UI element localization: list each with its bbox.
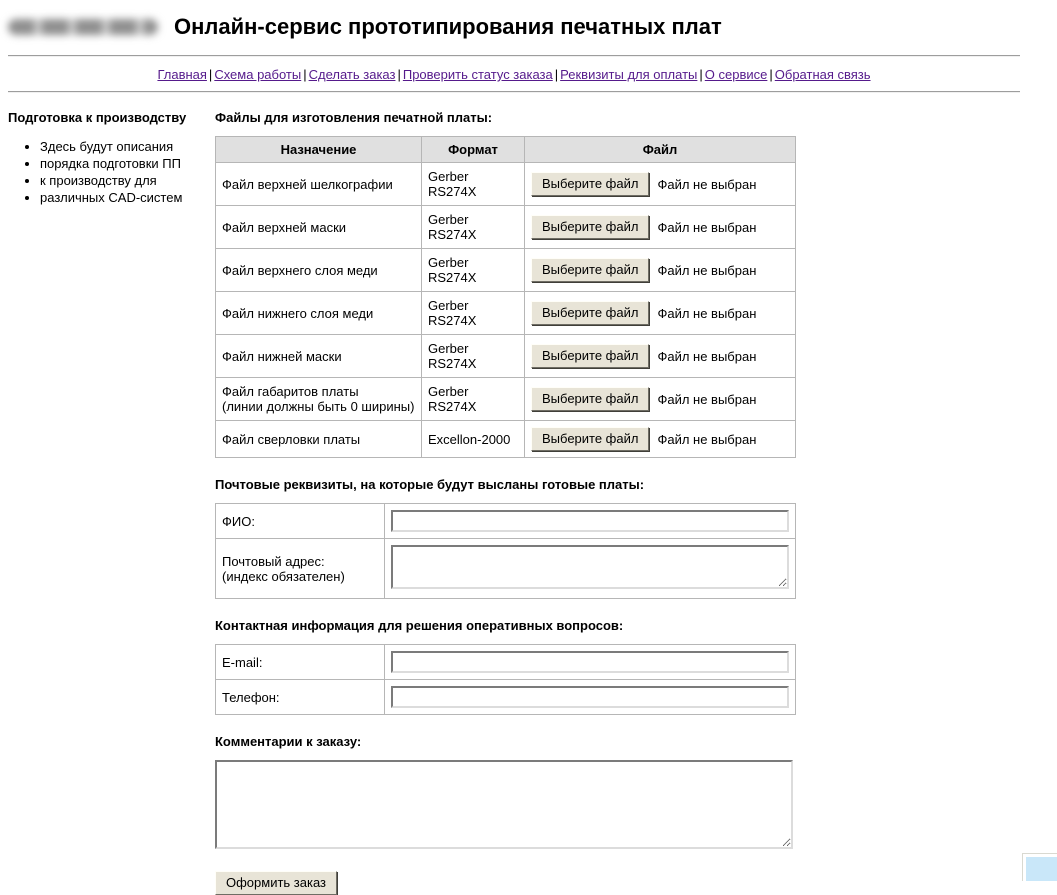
divider-bottom xyxy=(8,91,1020,93)
sidebar xyxy=(8,110,206,207)
corner-widget-fill xyxy=(1026,857,1057,881)
file-status-text: Файл не выбран xyxy=(657,431,757,447)
table-row xyxy=(216,539,796,599)
files-column-file: Файл xyxy=(525,137,796,163)
nav-link-make-order[interactable]: Сделать заказ xyxy=(308,67,396,82)
sidebar-list-item: • порядка подготовки ПП xyxy=(40,156,206,172)
table-row xyxy=(216,645,796,680)
fio-input[interactable] xyxy=(391,510,789,532)
file-purpose-cell: Файл верхней шелкографии xyxy=(216,163,422,206)
files-table-row xyxy=(216,292,796,335)
file-format-cell: Gerber RS274X xyxy=(422,292,525,335)
choose-file-button[interactable]: Выберите файл xyxy=(531,172,649,196)
nav-link-about[interactable]: О сервисе xyxy=(704,67,768,82)
file-status-text: Файл не выбран xyxy=(657,219,757,235)
files-table-row xyxy=(216,378,796,421)
page-header xyxy=(8,0,1049,50)
file-purpose-note: (линии должны быть 0 ширины) xyxy=(222,399,415,414)
files-table-row xyxy=(216,249,796,292)
file-status-text: Файл не выбран xyxy=(657,391,757,407)
nav-separator: | xyxy=(397,67,401,82)
sidebar-list xyxy=(8,139,206,206)
file-format-cell: Gerber RS274X xyxy=(422,249,525,292)
email-label: E-mail: xyxy=(216,645,385,680)
nav-link-feedback[interactable]: Обратная связь xyxy=(774,67,871,82)
nav-link-home[interactable]: Главная xyxy=(157,67,207,82)
files-table xyxy=(215,136,796,458)
email-input[interactable] xyxy=(391,651,789,673)
phone-input[interactable] xyxy=(391,686,789,708)
files-table-head xyxy=(216,137,796,163)
files-table-row xyxy=(216,335,796,378)
comments-section-heading: Комментарии к заказу: xyxy=(215,734,362,749)
table-row xyxy=(216,504,796,539)
main-nav xyxy=(8,67,1020,82)
nav-separator: | xyxy=(208,67,213,82)
postal-address-label: Почтовый адрес: (индекс обязателен) xyxy=(216,539,385,599)
file-status-text: Файл не выбран xyxy=(657,348,757,364)
phone-label: Телефон: xyxy=(216,680,385,715)
choose-file-button[interactable]: Выберите файл xyxy=(531,301,649,325)
file-format-cell: Gerber RS274X xyxy=(422,206,525,249)
nav-separator: | xyxy=(303,67,307,82)
sidebar-heading: Подготовка к производству xyxy=(8,110,187,125)
file-upload-cell xyxy=(525,206,796,249)
choose-file-button[interactable]: Выберите файл xyxy=(531,344,649,368)
table-row xyxy=(216,680,796,715)
postal-address-textarea[interactable] xyxy=(391,545,789,589)
page-title: Онлайн-сервис прототипирования печатных плат xyxy=(174,14,722,39)
site-logo xyxy=(8,19,158,35)
nav-link-payment-details[interactable]: Реквизиты для оплаты xyxy=(560,67,698,82)
file-upload-cell xyxy=(525,163,796,206)
file-format-cell: Gerber RS274X xyxy=(422,163,525,206)
file-purpose-cell: Файл габаритов платы (линии должны быть 0 ширины) xyxy=(216,378,422,421)
file-purpose-cell: Файл нижней маски xyxy=(216,335,422,378)
postal-section-heading: Почтовые реквизиты, на которые будут высланы готовые платы: xyxy=(215,477,645,492)
main-column xyxy=(215,110,795,895)
choose-file-button[interactable]: Выберите файл xyxy=(531,215,649,239)
nav-separator: | xyxy=(769,67,773,82)
files-table-body xyxy=(216,163,796,458)
submit-row xyxy=(215,871,795,895)
submit-order-button[interactable]: Оформить заказ xyxy=(215,871,337,895)
contact-table xyxy=(215,644,796,715)
divider-top xyxy=(8,55,1020,57)
files-section-heading: Файлы для изготовления печатной платы: xyxy=(215,110,493,125)
file-purpose-cell: Файл верхнего слоя меди xyxy=(216,249,422,292)
choose-file-button[interactable]: Выберите файл xyxy=(531,258,649,282)
file-status-text: Файл не выбран xyxy=(657,262,757,278)
file-format-cell: Gerber RS274X xyxy=(422,378,525,421)
choose-file-button[interactable]: Выберите файл xyxy=(531,387,649,411)
files-table-row xyxy=(216,163,796,206)
content xyxy=(8,98,1049,895)
sidebar-list-item: • Здесь будут описания xyxy=(40,139,206,155)
nav-link-scheme[interactable]: Схема работы xyxy=(214,67,302,82)
file-status-text: Файл не выбран xyxy=(657,305,757,321)
files-table-row xyxy=(216,206,796,249)
fio-label: ФИО: xyxy=(216,504,385,539)
file-purpose-cell: Файл сверловки платы xyxy=(216,421,422,458)
nav-separator: | xyxy=(699,67,703,82)
file-upload-cell xyxy=(525,421,796,458)
file-upload-cell xyxy=(525,292,796,335)
files-column-format: Формат xyxy=(422,137,525,163)
file-upload-cell xyxy=(525,378,796,421)
choose-file-button[interactable]: Выберите файл xyxy=(531,427,649,451)
file-format-cell: Excellon-2000 xyxy=(422,421,525,458)
postal-table xyxy=(215,503,796,599)
nav-separator: | xyxy=(554,67,559,82)
sidebar-list-item: • различных CAD-систем xyxy=(40,190,206,206)
files-table-row xyxy=(216,421,796,458)
file-status-text: Файл не выбран xyxy=(657,176,757,192)
contact-section-heading: Контактная информация для решения оперативных вопросов: xyxy=(215,618,624,633)
file-format-cell: Gerber RS274X xyxy=(422,335,525,378)
file-purpose-cell: Файл верхней маски xyxy=(216,206,422,249)
sidebar-list-item: • к производству для xyxy=(40,173,206,189)
nav-link-order-status[interactable]: Проверить статус заказа xyxy=(402,67,553,82)
file-upload-cell xyxy=(525,249,796,292)
comments-textarea[interactable] xyxy=(215,760,793,849)
file-upload-cell xyxy=(525,335,796,378)
file-purpose-cell: Файл нижнего слоя меди xyxy=(216,292,422,335)
files-column-purpose: Назначение xyxy=(216,137,422,163)
